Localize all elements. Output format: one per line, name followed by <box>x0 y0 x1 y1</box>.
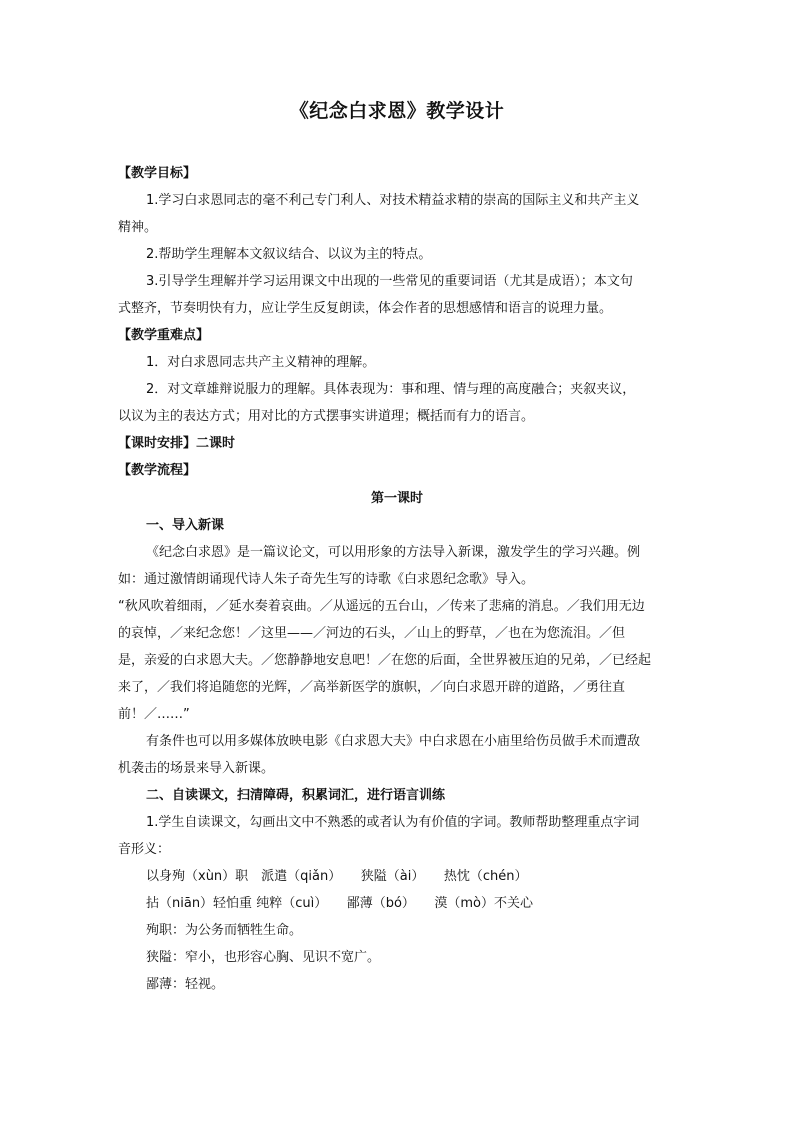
section-heading-objectives: 【教学目标】 <box>118 166 197 181</box>
paragraph-line: 1.学生自读课文，勾画出文中不熟悉的或者认为有价值的字词。教师帮助整理重点字词 <box>146 815 640 830</box>
paragraph-line: 2.帮助学生理解本文叙议结合、以议为主的特点。 <box>146 247 432 262</box>
poem-line: 来了，／我们将追随您的光辉，／高举新医学的旗帜，／向白求恩开辟的道路，／勇往直 <box>118 680 626 695</box>
poem-line: 前！／……” <box>118 707 190 722</box>
subsection-heading: 一、导入新课 <box>146 518 225 533</box>
paragraph-line: 精神。 <box>118 220 158 235</box>
section-heading-process: 【教学流程】 <box>118 463 197 478</box>
paragraph-line: 有条件也可以用多媒体放映电影《白求恩大夫》中白求恩在小庙里给伤员做手术而遭敌 <box>146 734 641 749</box>
poem-line: 是，亲爱的白求恩大夫。／您静静地安息吧！／在您的后面，全世界被压迫的兄弟，／已经起 <box>118 653 652 668</box>
poem-line: 的哀悼，／来纪念您！／这里——／河边的石头，／山上的野草，／也在为您流泪。／但 <box>118 626 626 641</box>
paragraph-line: 1．对白求恩同志共产主义精神的理解。 <box>146 355 376 370</box>
paragraph-line: 《纪念白求恩》是一篇议论文，可以用形象的方法导入新课，激发学生的学习兴趣。例 <box>146 545 641 560</box>
paragraph-line: 1.学习白求恩同志的毫不利己专门利人、对技术精益求精的崇高的国际主义和共产主义 <box>146 193 640 208</box>
paragraph-line: 2．对文章雄辩说服力的理解。具体表现为：事和理、情与理的高度融合；夹叙夹议， <box>146 382 636 397</box>
definition-line: 鄙薄：轻视。 <box>146 977 225 992</box>
paragraph-line: 以议为主的表达方式；用对比的方式摆事实讲道理；概括而有力的语言。 <box>118 409 535 424</box>
paragraph-line: 如：通过激情朗诵现代诗人朱子奇先生写的诗歌《白求恩纪念歌》导入。 <box>118 572 535 587</box>
definition-line: 狭隘：窄小，也形容心胸、见识不宽广。 <box>146 950 381 965</box>
vocabulary-line: 以身殉（xùn）职 派遣（qiǎn） 狭隘（ài） 热忱（chén） <box>146 869 528 884</box>
poem-line: “秋风吹着细雨，／延水奏着哀曲。／从遥远的五台山，／传来了悲痛的消息。／我们用无边 <box>118 599 645 614</box>
definition-line: 殉职：为公务而牺牲生命。 <box>146 923 303 938</box>
document-title: 《纪念白求恩》教学设计 <box>289 100 505 122</box>
paragraph-line: 3.引导学生理解并学习运用课文中出现的一些常见的重要词语（尤其是成语）；本文句 <box>146 274 633 289</box>
subsection-heading: 二、自读课文，扫清障碍，积累词汇，进行语言训练 <box>146 788 446 803</box>
vocabulary-line: 拈（niān）轻怕重 纯粹（cuì） 鄙薄（bó） 漠（mò）不关心 <box>146 896 534 911</box>
paragraph-line: 式整齐，节奏明快有力，应让学生反复朗读，体会作者的思想感情和语言的说理力量。 <box>118 301 613 316</box>
paragraph-line: 机袭击的场景来导入新课。 <box>118 761 275 776</box>
lesson-heading: 第一课时 <box>370 491 423 506</box>
section-heading-schedule: 【课时安排】二课时 <box>118 436 236 451</box>
paragraph-line: 音形义： <box>118 842 171 857</box>
section-heading-key-points: 【教学重难点】 <box>118 328 210 343</box>
